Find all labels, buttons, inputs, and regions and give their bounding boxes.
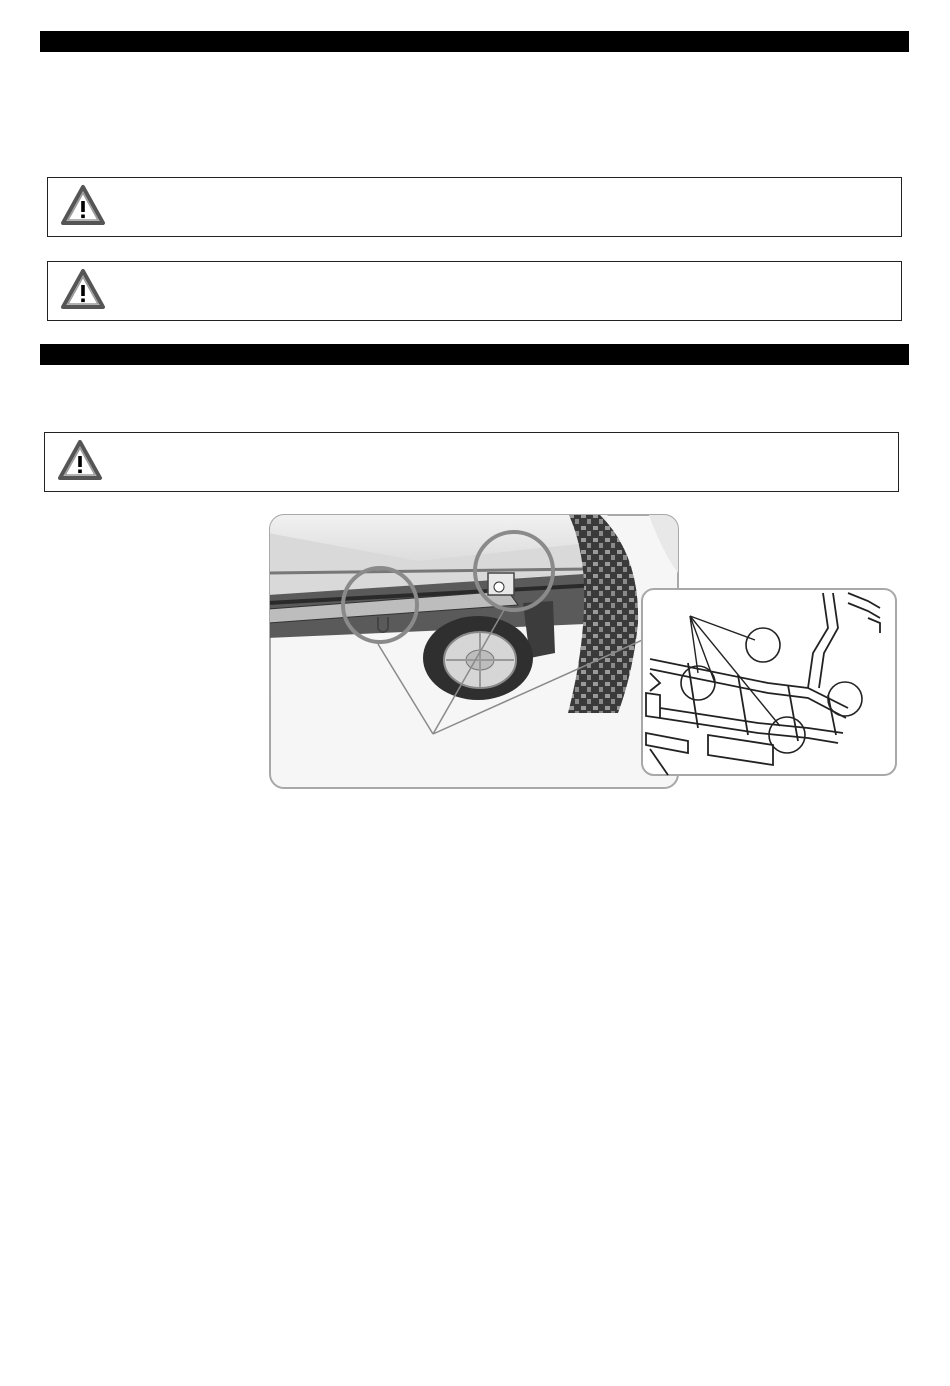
trailer-underside-figure [268,513,900,791]
section-header-bar [40,344,909,365]
warning-box [47,261,902,321]
warning-triangle-icon [57,439,103,481]
trailer-underside-photo [268,513,678,788]
warning-triangle-icon [60,184,106,226]
warning-box [44,432,899,492]
warning-triangle-icon [60,268,106,310]
frame-attachment-diagram [642,589,896,775]
warning-box [47,177,902,237]
section-header-bar [40,31,909,52]
